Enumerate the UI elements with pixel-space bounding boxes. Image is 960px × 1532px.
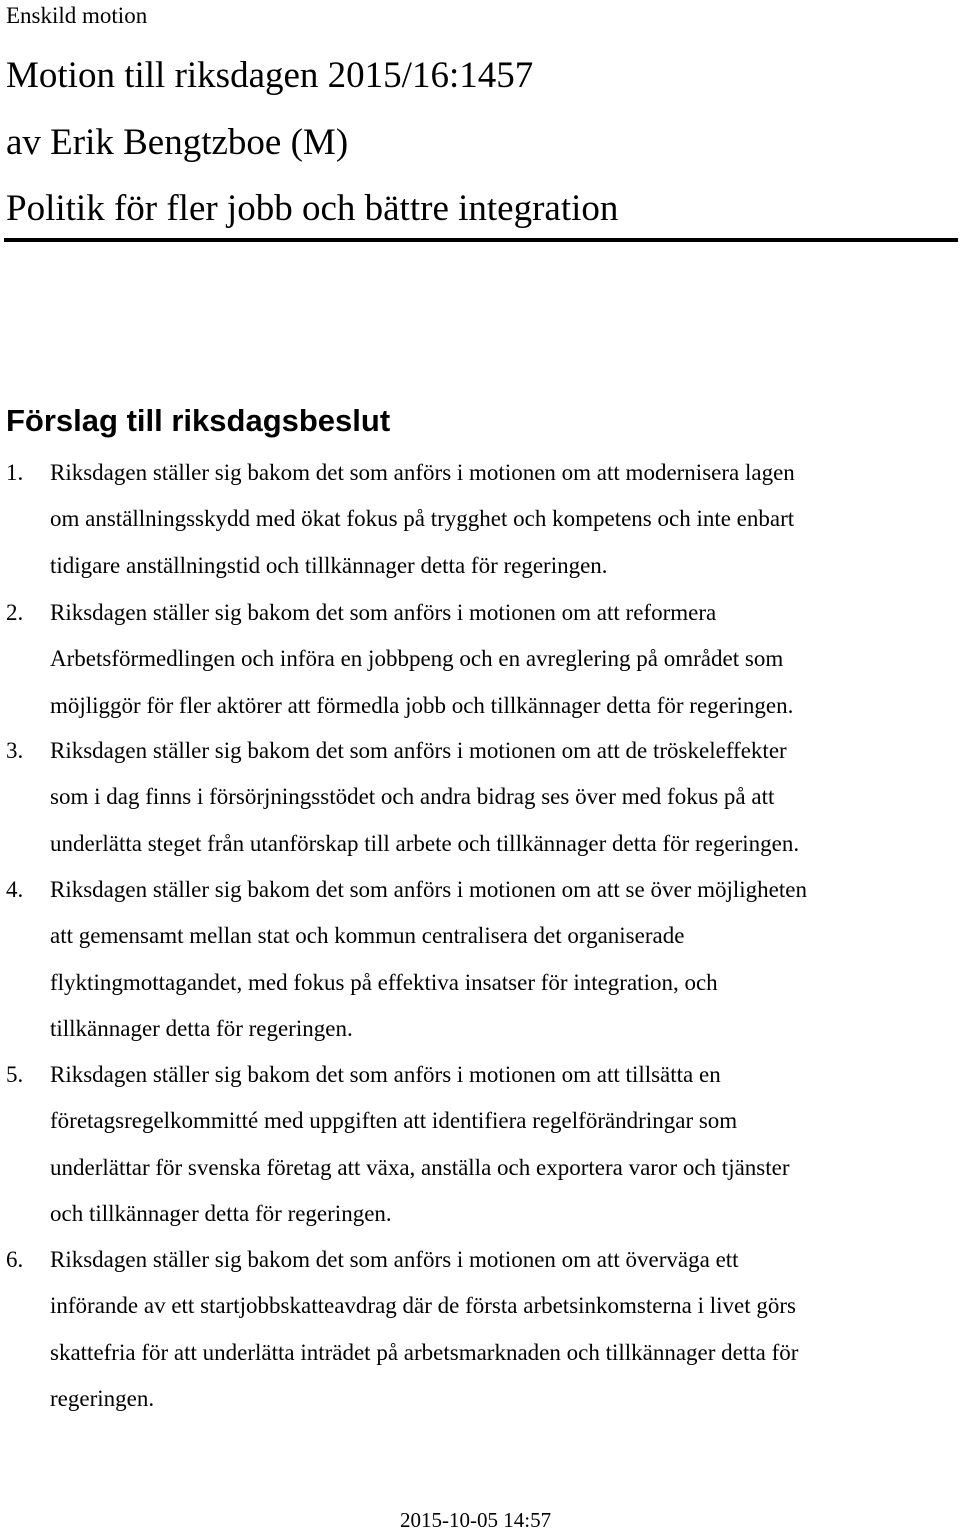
footer-timestamp: 2015-10-05 14:57 [400, 1508, 552, 1532]
proposal-number: 1. [6, 460, 24, 485]
proposal-line: Riksdagen ställer sig bakom det som anförs i motionen om att överväga ett [50, 1247, 739, 1272]
proposal-line: möjliggör för fler aktörer att förmedla jobb och tillkännager detta för regeringen. [50, 692, 794, 718]
proposal-line: som i dag finns i försörjningsstödet och andra bidrag ses över med fokus på att [50, 784, 775, 810]
proposal-line: underlätta steget från utanförskap till arbete och tillkännager detta för regeringen. [50, 830, 800, 856]
proposal-line: regeringen. [50, 1385, 155, 1411]
proposal-line: Riksdagen ställer sig bakom det som anförs i motionen om att se över möjligheten [50, 877, 807, 902]
title-divider [4, 238, 958, 242]
motion-title: Motion till riksdagen 2015/16:1457 [6, 55, 534, 96]
motion-subject: Politik för fler jobb och bättre integration [6, 188, 619, 229]
proposal-line: företagsregelkommitté med uppgiften att identifiera regelförändringar som [50, 1108, 738, 1134]
proposal-number: 2. [6, 600, 24, 625]
proposal-line: Riksdagen ställer sig bakom det som anförs i motionen om att reformera [50, 600, 717, 625]
section-heading: Förslag till riksdagsbeslut [6, 403, 391, 438]
proposal-line: om anställningsskydd med ökat fokus på trygghet och kompetens och inte enbart [50, 506, 795, 532]
proposal-text [50, 867, 950, 1052]
proposal-line: att gemensamt mellan stat och kommun centralisera det organiserade [50, 923, 685, 949]
proposal-line: Riksdagen ställer sig bakom det som anförs i motionen om att modernisera lagen [50, 460, 795, 485]
proposal-line: tillkännager detta för regeringen. [50, 1015, 353, 1041]
document-type-label: Enskild motion [6, 3, 148, 28]
motion-author: av Erik Bengtzboe (M) [6, 122, 349, 163]
proposal-number: 6. [6, 1247, 24, 1272]
proposal-text [50, 590, 950, 729]
proposal-text [50, 728, 950, 867]
proposal-line: underlättar för svenska företag att växa, anställa och exportera varor och tjänster [50, 1154, 790, 1180]
proposal-line: Arbetsförmedlingen och införa en jobbpeng och en avreglering på området som [50, 646, 784, 672]
proposal-line: Riksdagen ställer sig bakom det som anförs i motionen om att de tröskeleffekter [50, 738, 787, 763]
proposal-number: 4. [6, 877, 24, 902]
proposal-text [50, 1237, 950, 1422]
proposal-line: Riksdagen ställer sig bakom det som anförs i motionen om att tillsätta en [50, 1062, 721, 1087]
proposal-number: 3. [6, 738, 24, 763]
proposal-text [50, 450, 950, 589]
proposal-line: och tillkännager detta för regeringen. [50, 1200, 392, 1226]
proposal-line: införande av ett startjobbskatteavdrag där de första arbetsinkomsterna i livet görs [50, 1293, 796, 1319]
proposal-text [50, 1052, 950, 1237]
proposal-line: flyktingmottagandet, med fokus på effektiva insatser för integration, och [50, 969, 718, 995]
proposal-line: skattefria för att underlätta inträdet på arbetsmarknaden och tillkännager detta för [50, 1339, 799, 1365]
proposal-line: tidigare anställningstid och tillkännager detta för regeringen. [50, 552, 608, 578]
proposal-number: 5. [6, 1062, 24, 1087]
